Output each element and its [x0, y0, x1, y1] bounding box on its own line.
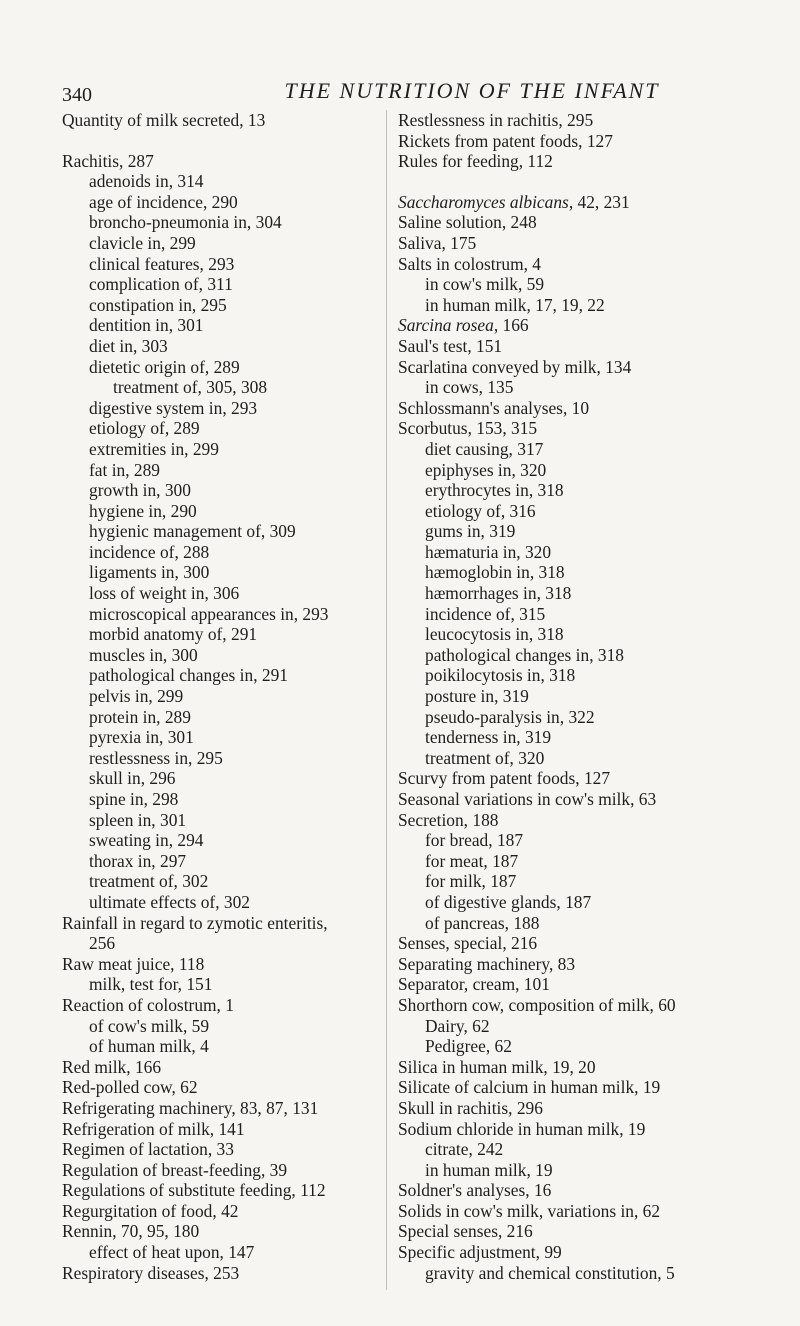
index-subentry: of cow's milk, 59 [89, 1015, 210, 1036]
index-entry: Restlessness in rachitis, 295 [398, 110, 594, 130]
index-subentry: dietetic origin of, 289 [89, 356, 240, 377]
index-entry [398, 192, 776, 213]
index-entry: Refrigeration of milk, 141 [62, 1118, 245, 1139]
index-entry: Raw meat juice, 118 [62, 953, 205, 974]
index-entry: Silica in human milk, 19, 20 [398, 1056, 596, 1077]
index-subentry: clinical features, 293 [89, 253, 235, 274]
index-subentry: hæmoglobin in, 318 [425, 562, 565, 583]
index-subentry: extremities in, 299 [89, 438, 219, 459]
index-subentry: Pedigree, 62 [425, 1036, 512, 1057]
index-subentry: gums in, 319 [425, 521, 516, 542]
index-subentry: leucocytosis in, 318 [425, 624, 564, 645]
index-entry: Reaction of colostrum, 1 [62, 994, 234, 1015]
index-subentry: gravity and chemical constitution, 5 [425, 1262, 675, 1283]
index-subentry: clavicle in, 299 [89, 232, 196, 253]
index-subentry: spleen in, 301 [89, 809, 187, 830]
index-entry: Silicate of calcium in human milk, 19 [398, 1077, 661, 1098]
index-entry: Skull in rachitis, 296 [398, 1097, 543, 1118]
index-entry: Rachitis, 287 [62, 150, 154, 171]
index-entry: Quantity of milk secreted, 13 [62, 110, 266, 130]
running-title: THE NUTRITION OF THE INFANT [284, 78, 660, 103]
index-subentry: etiology of, 289 [89, 418, 200, 439]
index-entry: Secretion, 188 [398, 809, 499, 830]
index-subentry: treatment of, 302 [89, 871, 209, 892]
index-subentry: pseudo-paralysis in, 322 [425, 706, 595, 727]
index-subentry: constipation in, 295 [89, 294, 227, 315]
index-subentry: for milk, 187 [425, 871, 517, 892]
page-header [62, 78, 762, 108]
index-entry: Sodium chloride in human milk, 19 [398, 1118, 646, 1139]
index-subentry: in human milk, 17, 19, 22 [425, 294, 605, 315]
index-entry: Regurgitation of food, 42 [62, 1200, 239, 1221]
index-subentry: adenoids in, 314 [89, 171, 204, 192]
index-entry: Rennin, 70, 95, 180 [62, 1221, 200, 1242]
index-entry: Specific adjustment, 99 [398, 1242, 562, 1263]
index-subentry: growth in, 300 [89, 480, 191, 501]
index-entry: Solids in cow's milk, variations in, 62 [398, 1200, 661, 1221]
index-subentry: complication of, 311 [89, 274, 233, 295]
index-entry-italic-term: Sarcina rosea [398, 315, 494, 336]
index-subentry: treatment of, 320 [425, 747, 545, 768]
index-subentry: diet in, 303 [89, 335, 168, 356]
index-column-right [398, 110, 776, 1283]
index-entry: Refrigerating machinery, 83, 87, 131 [62, 1097, 319, 1118]
index-subentry: of human milk, 4 [89, 1036, 209, 1057]
index-entry: Rickets from patent foods, 127 [398, 130, 613, 151]
index-subentry: fat in, 289 [89, 459, 160, 480]
index-subentry: diet causing, 317 [425, 438, 544, 459]
index-entry: Saline solution, 248 [398, 212, 537, 233]
page-number: 340 [62, 84, 92, 106]
index-subentry: pyrexia in, 301 [89, 727, 194, 748]
index-subentry: broncho-pneumonia in, 304 [89, 212, 282, 233]
index-subentry: hygiene in, 290 [89, 500, 197, 521]
index-subentry: spine in, 298 [89, 789, 179, 809]
index-subentry: loss of weight in, 306 [89, 583, 240, 604]
index-entry: Rules for feeding, 112 [398, 151, 553, 172]
index-subentry: pelvis in, 299 [89, 686, 184, 707]
index-subentry: effect of heat upon, 147 [89, 1242, 255, 1263]
index-entry: Salts in colostrum, 4 [398, 253, 541, 274]
index-subentry: citrate, 242 [425, 1139, 504, 1160]
index-subentry: of digestive glands, 187 [425, 891, 592, 912]
index-entry: Seasonal variations in cow's milk, 63 [398, 789, 657, 809]
index-subentry: incidence of, 315 [425, 603, 546, 624]
index-subentry: epiphyses in, 320 [425, 459, 547, 480]
index-entry-italic-term: Saccharomyces albicans [398, 191, 569, 212]
index-subentry: incidence of, 288 [89, 541, 210, 562]
index-subentry: posture in, 319 [425, 686, 529, 707]
index-subentry: poikilocytosis in, 318 [425, 665, 576, 686]
index-column-left [62, 110, 377, 1283]
index-subentry: sweating in, 294 [89, 830, 204, 851]
index-subentry: restlessness in, 295 [89, 747, 223, 768]
index-subentry: skull in, 296 [89, 768, 176, 789]
index-subentry: digestive system in, 293 [89, 397, 258, 418]
index-entry: Saul's test, 151 [398, 335, 503, 356]
index-subentry: hæmaturia in, 320 [425, 541, 552, 562]
index-subentry: dentition in, 301 [89, 315, 204, 336]
index-subentry: erythrocytes in, 318 [425, 480, 564, 501]
index-entry: Red-polled cow, 62 [62, 1077, 198, 1098]
index-entry: Separating machinery, 83 [398, 953, 576, 974]
index-entry [398, 315, 776, 336]
index-entry: Soldner's analyses, 16 [398, 1180, 552, 1201]
index-subentry: morbid anatomy of, 291 [89, 624, 258, 645]
index-subentry: in human milk, 19 [425, 1159, 553, 1180]
index-subentry: thorax in, 297 [89, 850, 187, 871]
index-subentry: ultimate effects of, 302 [89, 891, 250, 912]
index-entry: Regulations of substitute feeding, 112 [62, 1180, 326, 1201]
index-entry: Rainfall in regard to zymotic enteritis, [62, 912, 328, 933]
index-subentry: pathological changes in, 291 [89, 665, 288, 686]
index-subentry: hygienic management of, 309 [89, 521, 296, 542]
index-entry: Scorbutus, 153, 315 [398, 418, 538, 439]
index-entry: Regulation of breast-feeding, 39 [62, 1159, 288, 1180]
index-subentry: muscles in, 300 [89, 644, 198, 665]
index-entry: Respiratory diseases, 253 [62, 1262, 240, 1283]
index-subentry: hæmorrhages in, 318 [425, 583, 572, 604]
index-entry: Scarlatina conveyed by milk, 134 [398, 356, 632, 377]
index-subentry: pathological changes in, 318 [425, 644, 624, 665]
index-subentry: for meat, 187 [425, 850, 519, 871]
index-subentry: for bread, 187 [425, 830, 524, 851]
index-subentry: microscopical appearances in, 293 [89, 603, 329, 624]
index-entry: Senses, special, 216 [398, 933, 538, 954]
index-subentry: of pancreas, 188 [425, 912, 540, 933]
index-subentry: in cows, 135 [425, 377, 514, 398]
index-entry: Scurvy from patent foods, 127 [398, 768, 611, 789]
index-subentry: in cow's milk, 59 [425, 274, 545, 295]
index-subentry: protein in, 289 [89, 706, 191, 727]
index-subentry: Dairy, 62 [425, 1015, 490, 1036]
index-entry-pages: , 166 [493, 315, 529, 336]
index-subentry: treatment of, 305, 308 [113, 377, 268, 398]
index-entry: Special senses, 216 [398, 1221, 533, 1242]
index-entry-pages: , 42, 231 [568, 191, 630, 212]
index-subentry: age of incidence, 290 [89, 191, 238, 212]
index-subentry: tenderness in, 319 [425, 727, 552, 748]
index-entry: Red milk, 166 [62, 1056, 162, 1077]
index-subentry: milk, test for, 151 [89, 974, 213, 995]
index-subentry: etiology of, 316 [425, 500, 536, 521]
index-entry: Shorthorn cow, composition of milk, 60 [398, 994, 676, 1015]
index-entry: Regimen of lactation, 33 [62, 1139, 234, 1160]
index-entry: Schlossmann's analyses, 10 [398, 397, 590, 418]
index-subentry: 256 [89, 933, 116, 954]
column-divider [386, 110, 387, 1290]
index-entry: Separator, cream, 101 [398, 974, 550, 995]
index-subentry: ligaments in, 300 [89, 562, 210, 583]
index-entry: Saliva, 175 [398, 232, 477, 253]
